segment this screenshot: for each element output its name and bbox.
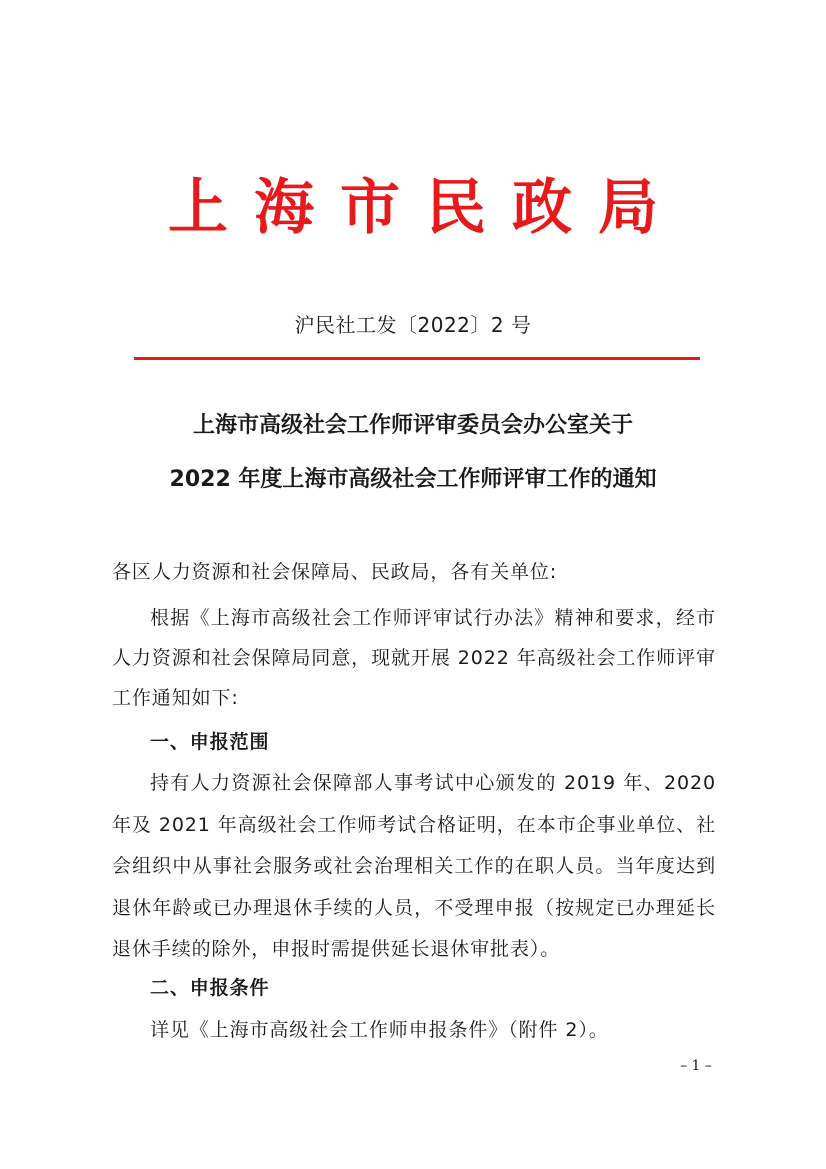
section-1-heading: 一、申报范围: [150, 731, 270, 753]
document-title-line-2: 2022 年度上海市高级社会工作师评审工作的通知: [169, 467, 657, 492]
document-number: 沪民社工发〔2022〕2 号: [294, 313, 532, 337]
section-2-heading: 二、申报条件: [150, 977, 270, 999]
salutation: 各区人力资源和社会保障局、民政局，各有关单位:: [112, 561, 558, 583]
document-title-line-1: 上海市高级社会工作师评审委员会办公室关于: [192, 413, 633, 438]
issuer-masthead: 上海市民政局: [168, 173, 684, 243]
intro-paragraph: 根据《上海市高级社会工作师评审试行办法》精神和要求，经市人力资源和社会保障局同意，现就开展 2022 年高级社会工作师评审工作通知如下:: [112, 607, 716, 709]
section-2-paragraph: 详见《上海市高级社会工作师申报条件》（附件 2）。: [150, 1019, 609, 1041]
page-number: – 1 –: [680, 1058, 712, 1074]
red-separator-rule: [134, 357, 700, 360]
section-1-paragraph: 持有人力资源社会保障部人事考试中心颁发的 2019 年、2020 年及 2021 年高级社会工作师考试合格证明，在本市企事业单位、社会组织中从事社会服务或社会治理相关工作的在职人员。当年度达到退休年龄或已办理退休手续的人员，不受理申报（按规定已办理延长退休手续的除外，申报时需提供延长退休审批表）。: [112, 772, 716, 960]
